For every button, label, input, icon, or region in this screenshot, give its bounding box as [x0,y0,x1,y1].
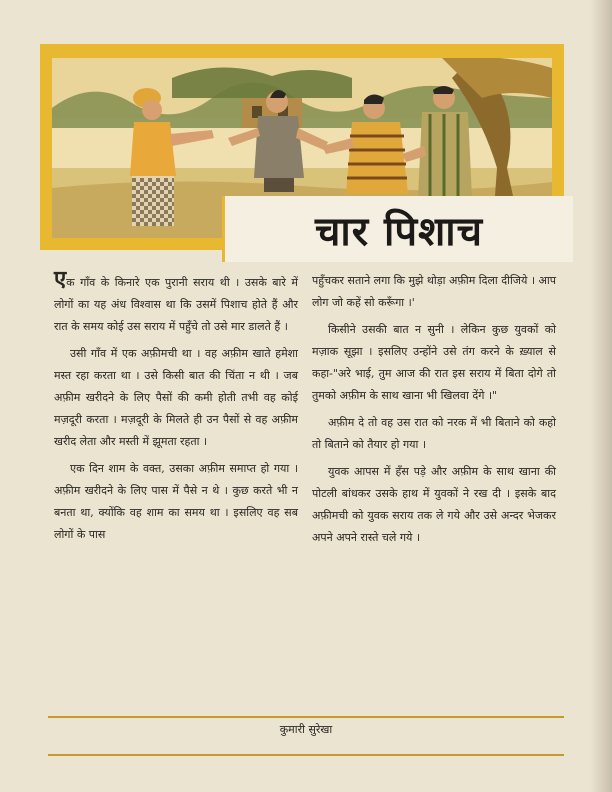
paragraph-text: क गाँव के किनारे एक पुरानी सराय थी । उसके बारे में लोगों का यह अंध विश्वास था कि उसमें पिशाच होते हैं और रात के समय कोई उस सराय में पहुँचे तो उसे मार डालते हैं । [54,276,298,333]
paragraph: पहुँचकर सताने लगा कि मुझे थोड़ा अफ़ीम दिला दीजिये । आप लोग जो कहें सो करूँगा ।' [312,274,556,309]
paragraph: युवक आपस में हँस पड़े और अफ़ीम के साथ खाना की पोटली बांधकर उसके हाथ में युवकों ने रख दी । इसके बाद अफ़ीमची को युवक सराय तक ले गये और उसे अन्दर भेजकर अपने अपने रास्ते चले गये । [312,465,556,544]
footer-rule-bottom [48,754,564,756]
story-title: चार पिशाच [314,207,484,255]
paragraph: अफ़ीम दे तो वह उस रात को नरक में भी बिताने को कहो तो बिताने को तैयार हो गया । [312,416,556,451]
author-name: कुमारी सुरेखा [279,723,333,736]
title-box [222,196,573,262]
right-column [312,270,556,554]
paragraph: किसीने उसकी बात न सुनी । लेकिन कुछ युवकों को मज़ाक सूझा । इसलिए उन्होंने उसे तंग करने के ख़्याल से कहा-"अरे भाई, तुम आज की रात इस सराय में बिता दोगे तो तुमको अफ़ीम के साथ खाना भी खिलवा देंगे ।" [312,323,556,402]
paragraph [54,266,298,338]
drop-cap: ए [54,266,67,292]
left-column [54,266,298,551]
paragraph: उसी गाँव में एक अफ़ीमची था । वह अफ़ीम खाते हमेशा मस्त रहा करता था । उसे किसी बात की चिंता न थी । जब अफ़ीम खरीदने के लिए पैसों की कमी होती तभी वह कोई मज़दूरी करता । मज़दूरी के मिलते ही उन पैसों से वह अफ़ीम खरीद लेता और मस्ती में झूमता रहता । [54,347,298,448]
paragraph: एक दिन शाम के वक्त, उसका अफ़ीम समाप्त हो गया । अफ़ीम खरीदने के लिए पास में पैसे न थे । कुछ करते भी न बनता था, क्योंकि वह शाम का समय था । इसलिए वह सब लोगों के पास [54,462,298,541]
footer-rule-top [48,716,564,718]
